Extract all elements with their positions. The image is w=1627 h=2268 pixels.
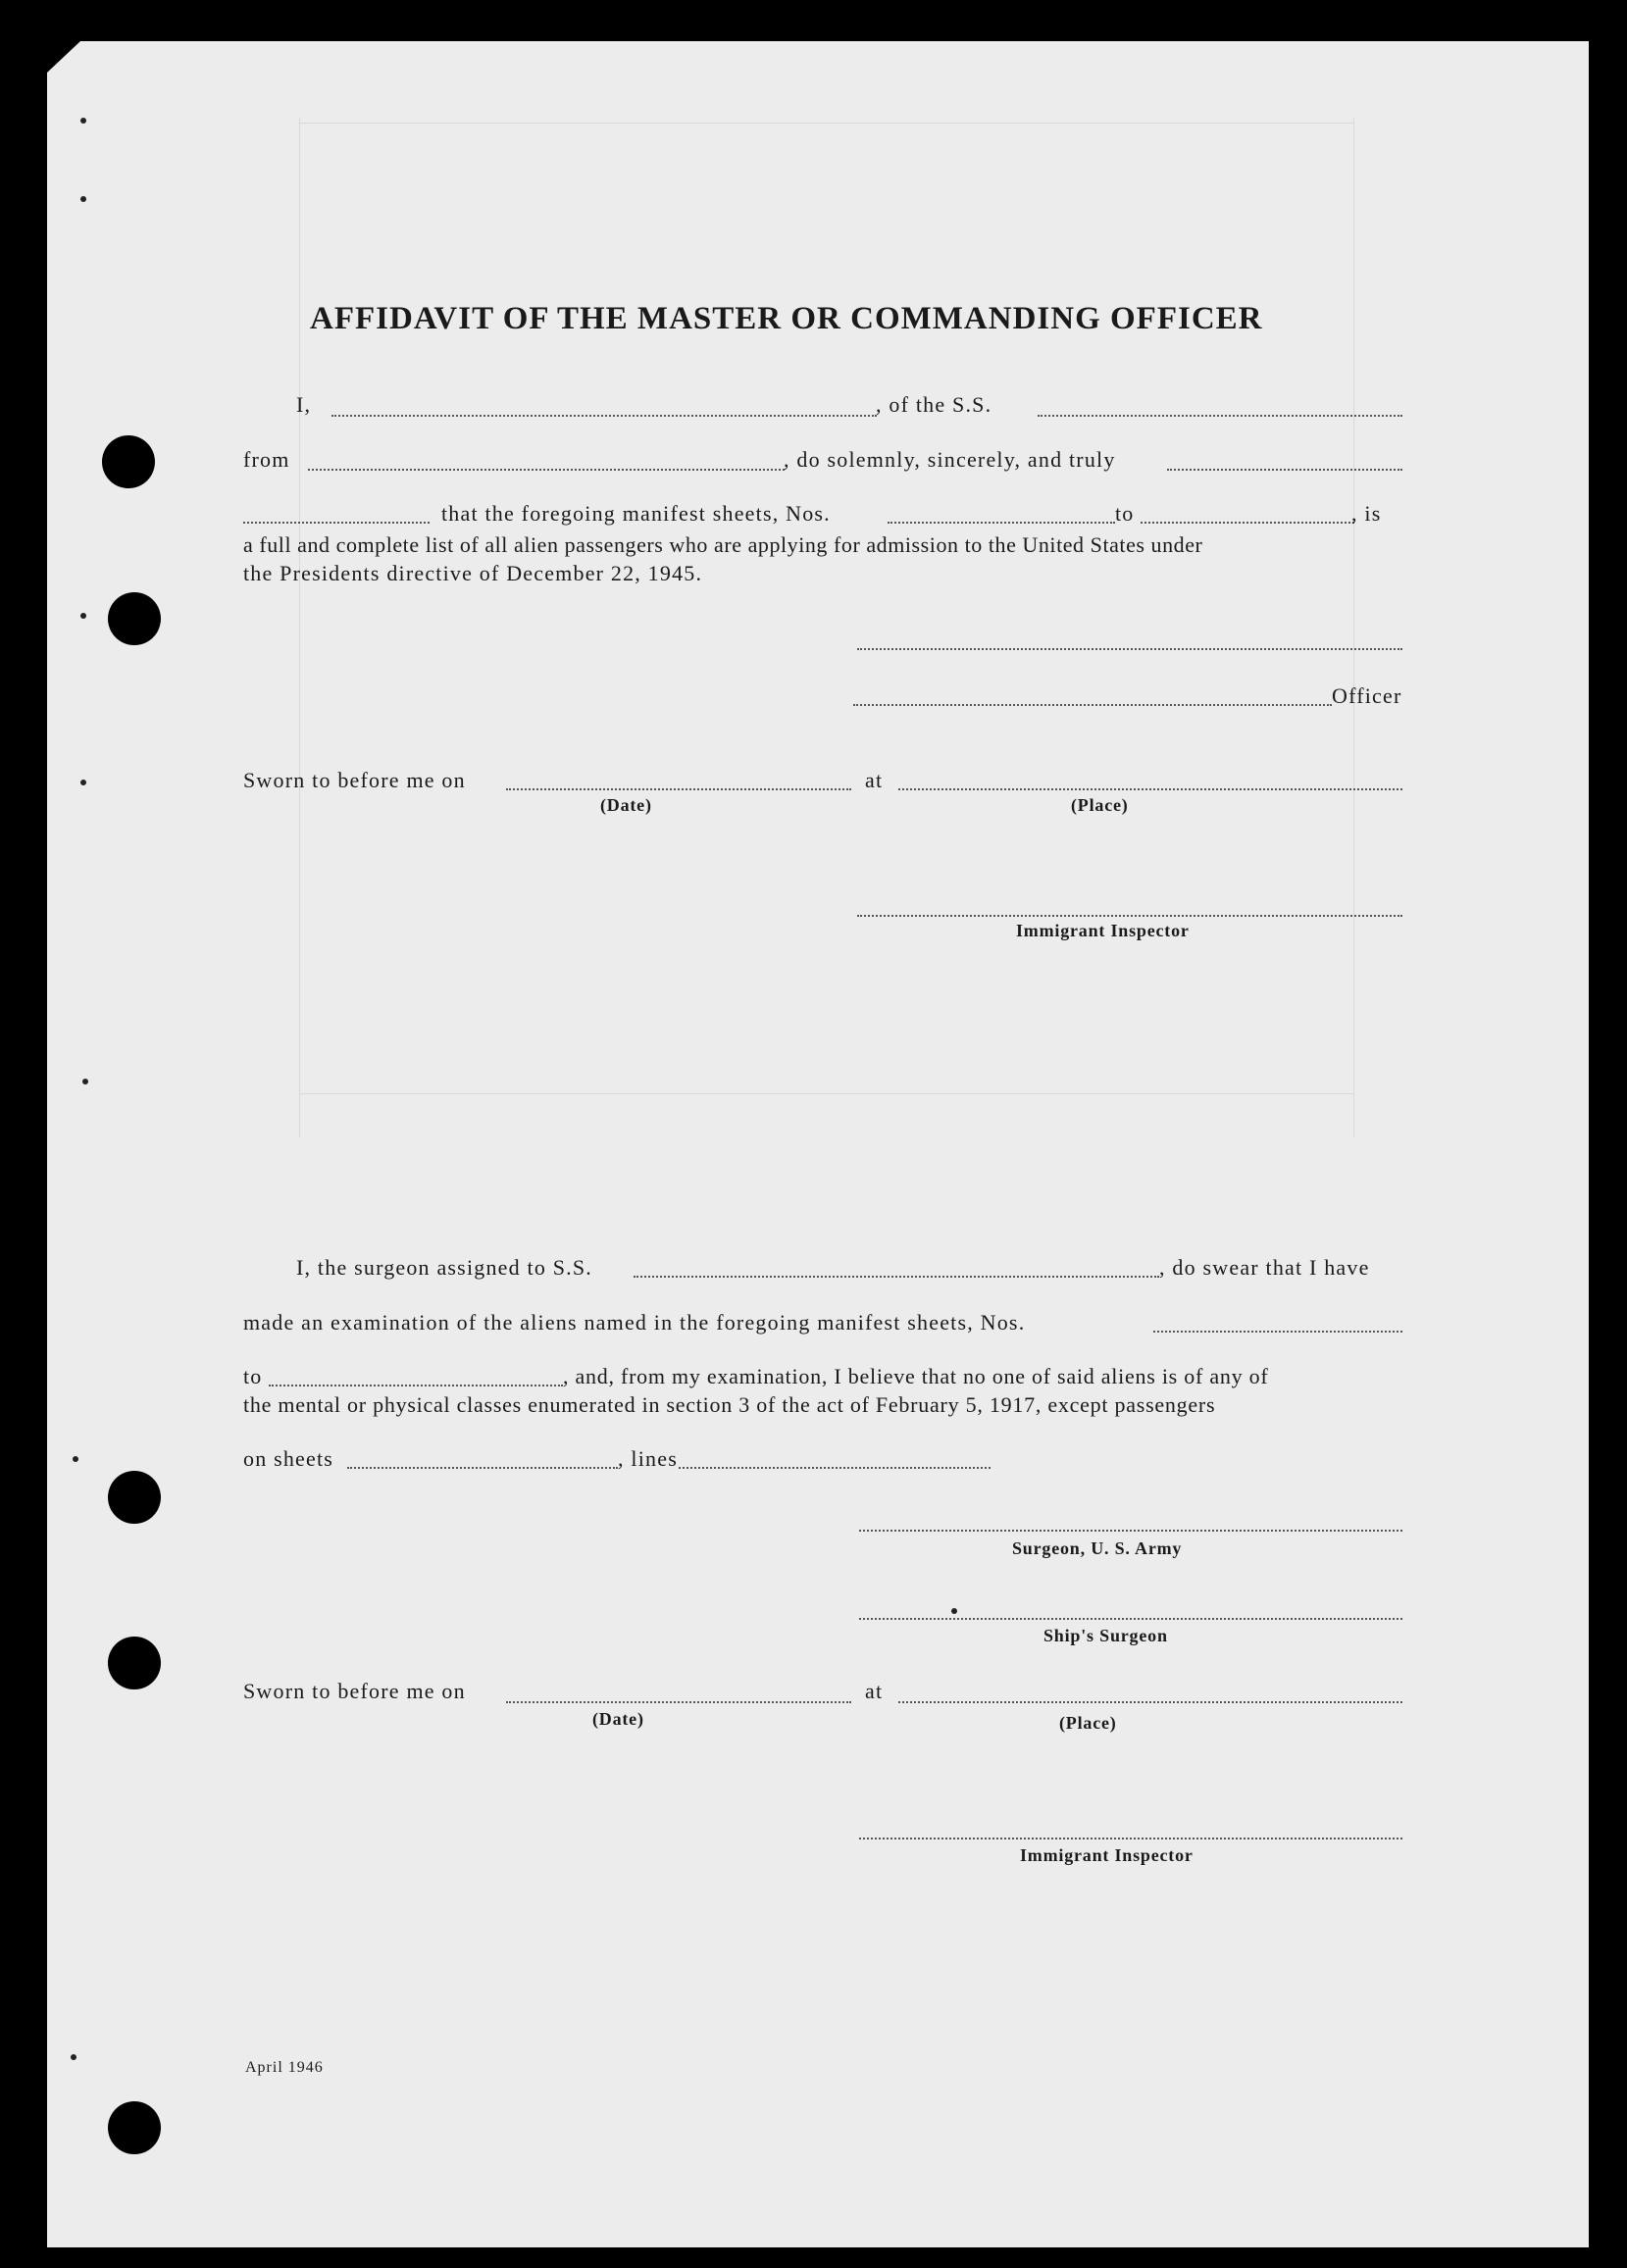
surgeon-line3-suffix: , and, from my examination, I believe that no one of said aliens is of any of [563,1364,1269,1388]
army-surgeon-signature-line[interactable] [859,1530,1402,1532]
sworn-place-field[interactable] [898,788,1402,790]
ship-surgeon-caption: Ship's Surgeon [1043,1626,1168,1645]
master-line5: the Presidents directive of December 22, 1945. [243,561,703,585]
master-line3-c: , is [1351,501,1382,526]
port-from-field[interactable] [308,469,785,471]
surgeon-line2: made an examination of the aliens named in the foregoing manifest sheets, Nos. [243,1310,1026,1335]
surgeon-line3-prefix: to [243,1364,263,1388]
surgeon-manifest-to-field[interactable] [269,1385,563,1386]
surgeon-line1-prefix: I, the surgeon assigned to S.S. [296,1255,593,1280]
master-line4: a full and complete list of all alien passengers who are applying for admission to the United States under [243,532,1203,557]
bleed-line [299,118,300,1137]
officer-label: Officer [1332,683,1402,708]
surgeon-line4: the mental or physical classes enumerated in section 3 of the act of February 5, 1917, except passengers [243,1392,1216,1417]
speck [80,613,86,619]
surgeon-place-caption: (Place) [1059,1713,1117,1733]
punch-hole [108,592,161,645]
bleed-line [299,123,1353,124]
exception-lines-field[interactable] [679,1467,991,1469]
place-caption: (Place) [1071,795,1129,815]
surgeon-sworn-place-field[interactable] [898,1701,1402,1703]
sworn-prefix: Sworn to before me on [243,768,466,792]
date-caption: (Date) [600,795,652,815]
surgeon-line5-mid: , lines [618,1446,678,1471]
bleed-line [1353,118,1354,1137]
speck [71,2054,76,2060]
surgeon-inspector-caption: Immigrant Inspector [1020,1845,1194,1865]
speck [80,196,86,202]
punch-hole [108,1471,161,1524]
bleed-line [299,1093,1353,1094]
punch-hole [102,435,155,488]
document-page [47,41,1589,2247]
inspector-signature-line[interactable] [857,915,1402,917]
master-name-field[interactable] [331,415,877,417]
exception-sheets-field[interactable] [347,1467,618,1469]
officer-signature-line-1[interactable] [857,648,1402,650]
speck [80,780,86,785]
surgeon-inspector-signature-line[interactable] [859,1838,1402,1840]
punch-hole [108,2101,161,2154]
form-date: April 1946 [245,2059,324,2076]
army-surgeon-caption: Surgeon, U. S. Army [1012,1538,1183,1558]
manifest-from-field[interactable] [888,522,1115,524]
surgeon-ship-field[interactable] [634,1276,1159,1278]
ship-surgeon-signature-line[interactable] [859,1618,1402,1620]
punch-hole [108,1637,161,1689]
at-label: at [865,768,884,792]
speck [82,1079,88,1084]
oath-word-field-b[interactable] [243,522,430,524]
master-line2-prefix: from [243,447,290,472]
oath-word-field-a[interactable] [1167,469,1402,471]
sworn-date-field[interactable] [506,788,851,790]
surgeon-line1-suffix: , do swear that I have [1159,1255,1370,1280]
speck [80,118,86,124]
officer-signature-line-2[interactable] [853,704,1332,706]
master-line1-prefix: I, [296,392,312,417]
surgeon-sworn-prefix: Sworn to before me on [243,1679,466,1703]
surgeon-line5-prefix: on sheets [243,1446,334,1471]
surgeon-manifest-from-field[interactable] [1153,1331,1402,1333]
surgeon-at-label: at [865,1679,884,1703]
master-line3-a: that the foregoing manifest sheets, Nos. [441,501,831,526]
speck [73,1456,78,1462]
master-line2-middle: , do solemnly, sincerely, and truly [784,447,1116,472]
speck [951,1608,957,1614]
ship-name-field[interactable] [1038,415,1402,417]
master-line1-middle: , of the S.S. [876,392,992,417]
surgeon-sworn-date-field[interactable] [506,1701,851,1703]
master-line3-b: to [1115,501,1135,526]
page-title: AFFIDAVIT OF THE MASTER OR COMMANDING OFFICER [310,301,1263,336]
manifest-to-field[interactable] [1141,522,1354,524]
inspector-caption: Immigrant Inspector [1016,921,1190,940]
surgeon-date-caption: (Date) [592,1709,644,1729]
